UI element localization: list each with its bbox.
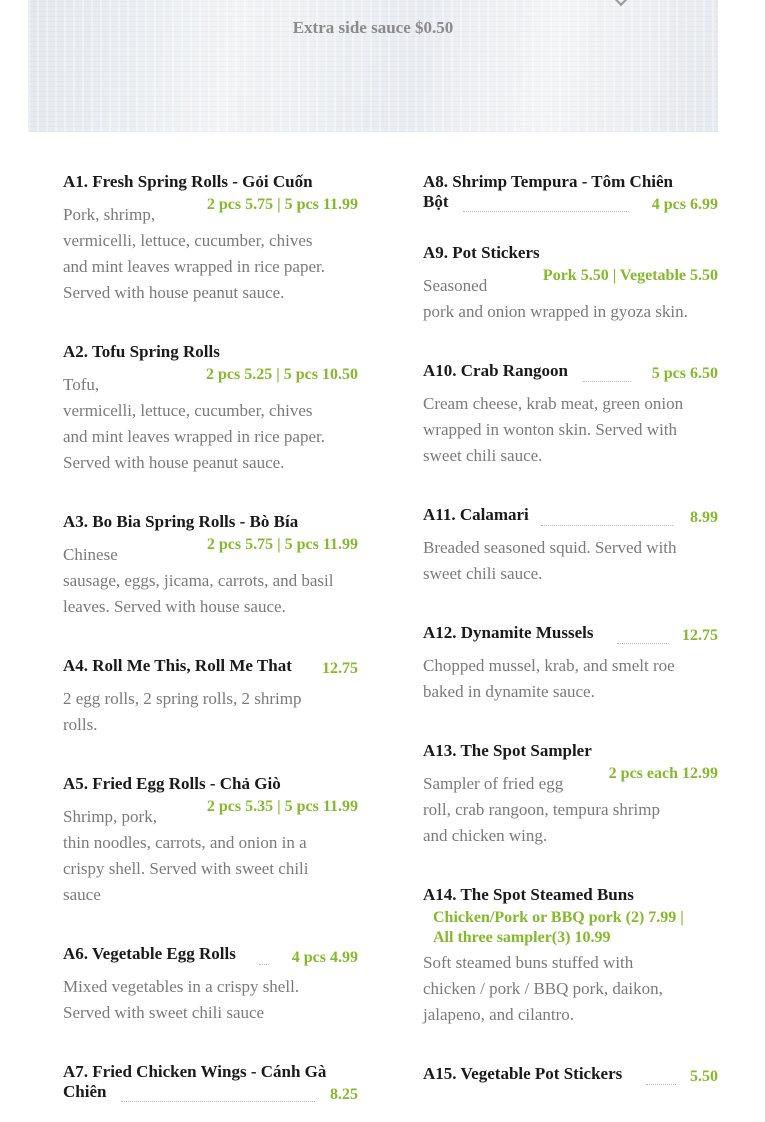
item-price: 12.75 — [682, 627, 718, 644]
item-title: A14. The Spot Steamed Buns — [423, 885, 634, 904]
menu-item-a7 — [63, 1062, 358, 1106]
item-title: A8. Shrimp Tempura - Tôm Chiên Bột — [423, 172, 674, 211]
item-title: A9. Pot Stickers — [423, 243, 540, 262]
item-price: 8.99 — [690, 509, 718, 526]
item-description: Tofu, vermicelli, lettuce, cucumber, chives and mint leaves wrapped in rice paper. Served with house peanut sauce. — [63, 375, 325, 472]
decorative-mark — [614, 0, 628, 6]
item-price: 8.25 — [330, 1086, 358, 1103]
item-description: Breaded seasoned squid. Served with sweet chili sauce. — [423, 538, 677, 583]
menu-item-a12 — [423, 623, 718, 713]
item-title: A5. Fried Egg Rolls - Chả Giò — [63, 774, 281, 793]
item-title: A1. Fresh Spring Rolls - Gỏi Cuốn — [63, 172, 313, 191]
item-description: Chinese sausage, eggs, jicama, carrots, and basil leaves. Served with house sauce. — [63, 545, 334, 616]
item-title: A7. Fried Chicken Wings - Cánh Gà Chiên — [63, 1062, 327, 1101]
item-description: Pork, shrimp, vermicelli, lettuce, cucumber, chives and mint leaves wrapped in rice paper. Served with house peanut sauce. — [63, 205, 325, 302]
item-price: 2 pcs 5.35 | 5 pcs 11.99 — [206, 798, 358, 815]
menu-item-a15 — [423, 1064, 718, 1094]
menu-item-a6 — [63, 944, 358, 1034]
item-title: A13. The Spot Sampler — [423, 741, 592, 760]
dotted-leader — [121, 1101, 315, 1102]
menu-item-a5 — [63, 774, 358, 914]
item-title: A15. Vegetable Pot Stickers — [423, 1064, 623, 1083]
menu-item-a14 — [423, 885, 718, 1030]
item-description: Chopped mussel, krab, and smelt roe baked in dynamite sauce. — [423, 656, 675, 701]
item-price: 2 pcs 5.75 | 5 pcs 11.99 — [206, 536, 358, 553]
menu-item-a8 — [423, 172, 718, 216]
dotted-leader — [583, 381, 631, 382]
item-title: A3. Bo Bia Spring Rolls - Bò Bía — [63, 512, 299, 531]
item-description: Soft steamed buns stuffed with chicken / pork / BBQ pork, daikon, jalapeno, and cilantro. — [423, 953, 663, 1024]
menu-item-a2 — [63, 342, 358, 482]
item-description: Cream cheese, krab meat, green onion wrapped in wonton skin. Served with sweet chili sauce. — [423, 394, 684, 465]
item-title: A6. Vegetable Egg Rolls — [63, 944, 236, 963]
dotted-leader — [646, 1084, 676, 1085]
item-title: A12. Dynamite Mussels — [423, 623, 594, 642]
menu-item-a4 — [63, 656, 358, 746]
item-title: A10. Crab Rangoon — [423, 361, 568, 380]
item-price: 2 pcs 5.25 | 5 pcs 10.50 — [206, 366, 358, 383]
menu-item-a1 — [63, 172, 358, 312]
item-title: A4. Roll Me This, Roll Me That — [63, 656, 292, 675]
item-price: 12.75 — [322, 660, 358, 677]
dotted-leader — [541, 525, 673, 526]
menu-item-a13 — [423, 741, 718, 856]
item-description: 2 egg rolls, 2 spring rolls, 2 shrimp rolls. — [63, 689, 302, 734]
item-price: 5 pcs 6.50 — [651, 365, 718, 382]
item-price: Pork 5.50 | Vegetable 5.50 — [542, 267, 718, 284]
item-price: 5.50 — [690, 1068, 718, 1085]
item-description: Sampler of fried egg roll, crab rangoon, tempura shrimp and chicken wing. — [423, 774, 660, 845]
menu-item-a10 — [423, 361, 718, 476]
item-price: Chicken/Pork or BBQ pork (2) 7.99 | All three sampler(3) 10.99 — [433, 909, 684, 946]
dotted-leader — [463, 211, 629, 212]
dotted-leader — [259, 964, 269, 965]
item-description: Seasoned pork and onion wrapped in gyoza skin. — [423, 276, 688, 321]
menu-item-a3 — [63, 512, 358, 627]
extra-sauce-note: Extra side sauce $0.50 — [292, 18, 454, 37]
item-title: A2. Tofu Spring Rolls — [63, 342, 220, 361]
item-description: Mixed vegetables in a crispy shell. Served with sweet chili sauce — [63, 977, 300, 1022]
menu-item-a9 — [423, 243, 718, 333]
item-price: 4 pcs 6.99 — [651, 196, 718, 213]
sauce-banner — [28, 0, 718, 132]
item-price: 4 pcs 4.99 — [291, 949, 358, 966]
item-price: 2 pcs each 12.99 — [608, 765, 718, 782]
item-title: A11. Calamari — [423, 505, 529, 524]
item-description: Shrimp, pork, thin noodles, carrots, and onion in a crispy shell. Served with sweet chili sauce — [63, 807, 309, 904]
item-price: 2 pcs 5.75 | 5 pcs 11.99 — [206, 196, 358, 213]
menu-item-a11 — [423, 505, 718, 595]
dotted-leader — [617, 643, 669, 644]
